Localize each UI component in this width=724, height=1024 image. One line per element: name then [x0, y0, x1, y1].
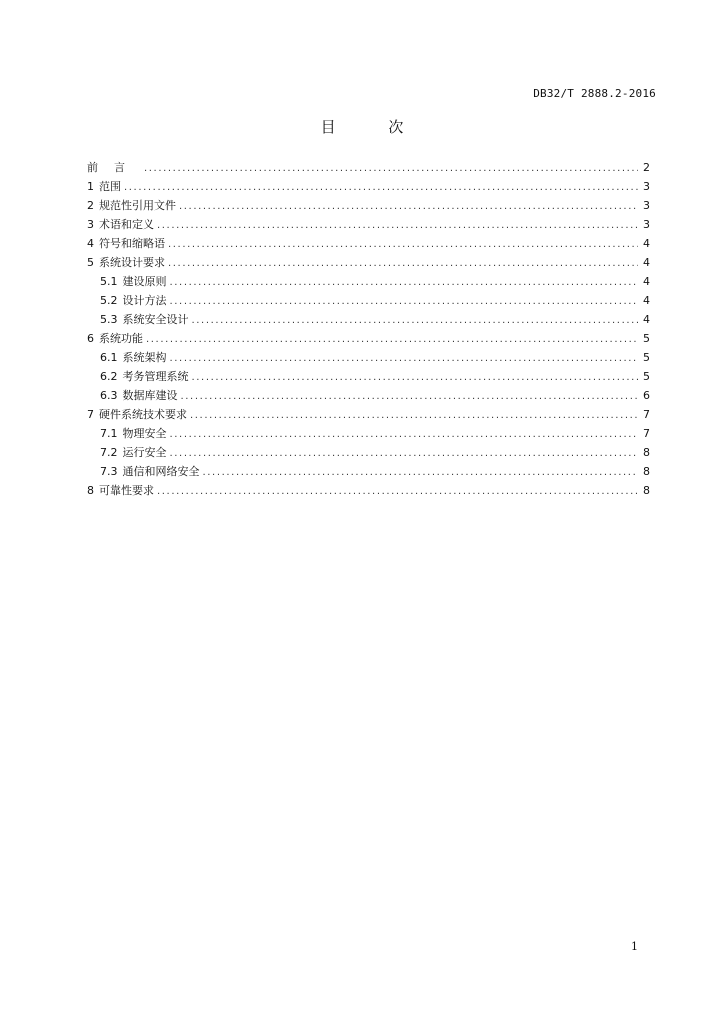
- toc-entry[interactable]: [87, 196, 650, 215]
- toc-entry-label: 物理安全: [122, 427, 167, 440]
- toc-entry-label: 可靠性要求: [99, 484, 154, 497]
- toc-entry-number: 7.2: [100, 446, 118, 459]
- toc-entry-number: 2: [87, 199, 94, 212]
- toc-entry[interactable]: [87, 443, 650, 462]
- toc-entry-page: 7: [643, 408, 650, 421]
- toc-dot-leader: [146, 330, 638, 349]
- toc-entry-label: 运行安全: [122, 446, 167, 459]
- toc-entry-label: 前言: [87, 161, 141, 174]
- toc-entry[interactable]: [87, 272, 650, 291]
- toc-dot-leader: [168, 235, 638, 254]
- toc-entry-label: 设计方法: [122, 294, 167, 307]
- toc-dot-leader: [157, 216, 638, 235]
- toc-entry-number: 5.2: [100, 294, 118, 307]
- toc-title: 目 次: [320, 118, 428, 136]
- toc-entry-page: 6: [643, 389, 650, 402]
- toc-entry-page: 8: [643, 446, 650, 459]
- toc-entry-page: 5: [643, 370, 650, 383]
- toc-dot-leader: [170, 273, 639, 292]
- toc-entry[interactable]: [87, 234, 650, 253]
- toc-entry[interactable]: [87, 462, 650, 481]
- toc-dot-leader: [144, 159, 638, 178]
- toc-entry-number: 5.3: [100, 313, 118, 326]
- toc-entry-number: 7: [87, 408, 94, 421]
- toc-entry[interactable]: [87, 386, 650, 405]
- toc-entry-page: 4: [643, 275, 650, 288]
- toc-entry-label: 系统设计要求: [99, 256, 165, 269]
- toc-entry-label: 规范性引用文件: [99, 199, 176, 212]
- toc-entry-label: 符号和缩略语: [99, 237, 165, 250]
- toc-entry-page: 3: [643, 199, 650, 212]
- toc-entry-page: 4: [643, 294, 650, 307]
- toc-entry-number: 6.3: [100, 389, 118, 402]
- toc-entry-number: 4: [87, 237, 94, 250]
- toc-dot-leader: [170, 292, 639, 311]
- toc-dot-leader: [124, 178, 638, 197]
- toc-entry-page: 4: [643, 256, 650, 269]
- toc-dot-leader: [168, 254, 638, 273]
- toc-dot-leader: [203, 463, 639, 482]
- toc-entry-label: 系统功能: [99, 332, 143, 345]
- toc-entry[interactable]: [87, 158, 650, 177]
- toc-dot-leader: [170, 349, 639, 368]
- toc-entry-label: 硬件系统技术要求: [99, 408, 187, 421]
- toc-entry[interactable]: [87, 405, 650, 424]
- toc-dot-leader: [170, 425, 639, 444]
- toc-entry-label: 通信和网络安全: [122, 465, 200, 478]
- toc-dot-leader: [179, 197, 638, 216]
- toc-entry[interactable]: [87, 177, 650, 196]
- toc-entry-page: 8: [643, 484, 650, 497]
- toc-entry-number: 7.3: [100, 465, 118, 478]
- toc-entry[interactable]: [87, 481, 650, 500]
- toc-entry-number: 5.1: [100, 275, 118, 288]
- toc-entry-page: 5: [643, 332, 650, 345]
- toc-entry-number: 8: [87, 484, 94, 497]
- toc-entry[interactable]: [87, 310, 650, 329]
- toc-dot-leader: [157, 482, 638, 501]
- toc-dot-leader: [190, 406, 638, 425]
- toc-entry-label: 系统架构: [122, 351, 167, 364]
- toc-entry[interactable]: [87, 348, 650, 367]
- toc-entry-number: 7.1: [100, 427, 118, 440]
- toc-entry[interactable]: [87, 291, 650, 310]
- toc-entry-label: 建设原则: [122, 275, 167, 288]
- toc-dot-leader: [192, 311, 639, 330]
- toc-entry-number: 6: [87, 332, 94, 345]
- page-number: 1: [631, 940, 638, 953]
- toc-entry-page: 3: [643, 180, 650, 193]
- toc-entry-number: 6.2: [100, 370, 118, 383]
- toc-entry[interactable]: [87, 215, 650, 234]
- toc-entry-page: 5: [643, 351, 650, 364]
- toc-entry-number: 5: [87, 256, 94, 269]
- table-of-contents: [87, 158, 650, 500]
- document-code: DB32/T 2888.2-2016: [533, 87, 656, 100]
- toc-entry[interactable]: [87, 367, 650, 386]
- toc-entry-label: 考务管理系统: [122, 370, 189, 383]
- toc-entry[interactable]: [87, 253, 650, 272]
- toc-entry[interactable]: [87, 424, 650, 443]
- toc-entry-page: 3: [643, 218, 650, 231]
- toc-dot-leader: [181, 387, 639, 406]
- toc-entry-page: 2: [643, 161, 650, 174]
- toc-entry-number: 6.1: [100, 351, 118, 364]
- toc-entry-label: 范围: [99, 180, 121, 193]
- toc-entry-page: 4: [643, 313, 650, 326]
- toc-dot-leader: [192, 368, 639, 387]
- toc-entry-number: 3: [87, 218, 94, 231]
- toc-entry-number: 1: [87, 180, 94, 193]
- toc-entry-page: 7: [643, 427, 650, 440]
- toc-entry-label: 术语和定义: [99, 218, 154, 231]
- toc-entry-label: 系统安全设计: [122, 313, 189, 326]
- toc-entry-label: 数据库建设: [122, 389, 178, 402]
- toc-entry[interactable]: [87, 329, 650, 348]
- toc-entry-page: 4: [643, 237, 650, 250]
- toc-dot-leader: [170, 444, 639, 463]
- toc-entry-page: 8: [643, 465, 650, 478]
